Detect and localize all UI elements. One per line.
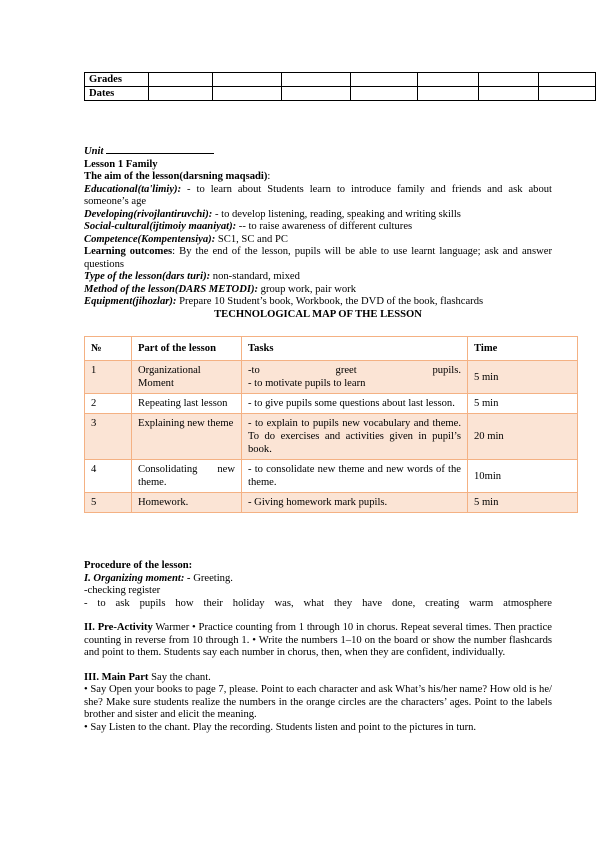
lesson-header — [84, 143, 552, 321]
organizing-label: I. Organizing moment: - — [84, 572, 191, 584]
row-task-line: - to motivate pupils to learn — [248, 378, 366, 389]
method-text: group work, pair work — [258, 283, 357, 295]
unit-blank[interactable] — [106, 143, 214, 154]
grade-cell[interactable] — [212, 73, 281, 87]
table-row — [85, 361, 578, 394]
social-label: Social-cultural(ijtimoiy maaniyat): — [84, 221, 237, 232]
date-cell[interactable] — [350, 87, 417, 101]
method-label: Method of the lesson(DARS METODI): — [84, 283, 259, 295]
table-header-row — [85, 337, 578, 361]
organizing-line — [84, 573, 552, 586]
row-task — [242, 361, 468, 394]
map-title: TECHNOLOGICAL MAP OF THE LESSON — [214, 308, 422, 320]
main-part-paragraph: • Say Open your books to page 7, please. Point to each character and ask What’s his/her name? How old is he/ she? Make sure students realize the numbers in the orange circles are the characters’ ages. Point to the labels brother and sister and elicit the meaning. — [84, 684, 552, 720]
table-row — [85, 394, 578, 414]
row-number: 3 — [85, 414, 132, 460]
outcomes-label: Learning outcomes — [84, 246, 173, 257]
row-time: 5 min — [468, 361, 578, 394]
header-time: Time — [468, 337, 578, 361]
row-number: 1 — [85, 361, 132, 394]
method-line — [84, 284, 552, 297]
aim-colon: : — [267, 171, 271, 182]
developing-line — [84, 209, 552, 222]
grade-cell[interactable] — [479, 73, 539, 87]
main-part-paragraph: • Say Listen to the chant. Play the recording. Students listen and point to the pictures in turn. — [84, 721, 477, 733]
developing-text: - to develop listening, reading, speaking and writing skills — [212, 208, 461, 220]
educational-label: Educational(ta'limiy): — [84, 183, 182, 195]
row-time: 10min — [468, 460, 578, 493]
row-part: Organizational Moment — [132, 361, 242, 394]
social-text: -- to raise awareness of different cultures — [236, 221, 413, 232]
row-number: 5 — [85, 493, 132, 513]
pre-activity-paragraph — [84, 622, 552, 660]
organizing-text: Greeting. — [190, 572, 233, 584]
row-task: - to consolidate new theme and new words of the theme. — [242, 460, 468, 493]
grade-cell[interactable] — [350, 73, 417, 87]
aim-line — [84, 171, 552, 184]
grade-cell[interactable] — [539, 73, 596, 87]
competence-line — [84, 234, 552, 247]
unit-label: Unit — [84, 146, 104, 157]
outcomes-line — [84, 246, 552, 271]
main-part-line — [84, 672, 552, 685]
date-cell[interactable] — [539, 87, 596, 101]
row-time: 5 min — [468, 394, 578, 414]
competence-text: SC1, SC and PC — [215, 233, 288, 245]
row-part: Homework. — [132, 493, 242, 513]
grade-cell[interactable] — [281, 73, 350, 87]
spacer — [84, 610, 552, 622]
grade-cell[interactable] — [148, 73, 212, 87]
row-task-line: -to greet pupils. — [248, 365, 461, 376]
row-number: 4 — [85, 460, 132, 493]
table-row — [85, 414, 578, 460]
header-part: Part of the lesson — [132, 337, 242, 361]
row-part: Repeating last lesson — [132, 394, 242, 414]
pre-activity-text: Warmer • Practice counting from 1 through 10 in chorus. Repeat several times. Then practice counting in reverse from 10 through 1. • Write the numbers 1–10 on the board or show the number flashcards and point to them. Students say each number in chorus, then, when they are confident, individually. — [84, 622, 552, 658]
pre-activity-label: II. Pre-Activity — [84, 622, 153, 633]
row-time: 20 min — [468, 414, 578, 460]
row-time: 5 min — [468, 493, 578, 513]
competence-label: Competence(Kompentensiya): — [84, 233, 216, 245]
educational-line — [84, 184, 552, 209]
organizing-line-2: -checking register — [84, 585, 161, 596]
row-task: - to give pupils some questions about last lesson. — [242, 394, 468, 414]
grades-row — [85, 73, 596, 87]
main-part-label: III. Main Part — [84, 671, 149, 683]
lesson-title: Lesson 1 Family — [84, 158, 158, 170]
type-label: Type of the lesson(dars turi): — [84, 271, 211, 282]
developing-label: Developing(rivojlantiruvchi): — [84, 208, 213, 220]
type-text: non-standard, mixed — [210, 271, 300, 282]
social-line — [84, 221, 552, 234]
table-row — [85, 493, 578, 513]
row-task: - Giving homework mark pupils. — [242, 493, 468, 513]
row-number: 2 — [85, 394, 132, 414]
grades-table — [84, 72, 596, 101]
type-line — [84, 271, 552, 284]
grades-label: Grades — [85, 73, 149, 87]
date-cell[interactable] — [418, 87, 479, 101]
table-row — [85, 460, 578, 493]
dates-label: Dates — [85, 87, 149, 101]
date-cell[interactable] — [148, 87, 212, 101]
technological-map-table — [84, 336, 578, 513]
educational-text: - to learn about Students learn to introduce family and friends and ask about someone’s age — [84, 183, 552, 207]
header-tasks: Tasks — [242, 337, 468, 361]
spacer — [84, 660, 552, 672]
aim-label: The aim of the lesson(darsning maqsadi) — [84, 171, 268, 182]
row-part: Explaining new theme — [132, 414, 242, 460]
outcomes-text: : By the end of the lesson, pupils will be able to use learnt language; ask and answer questions — [84, 246, 552, 270]
date-cell[interactable] — [212, 87, 281, 101]
header-number: № — [85, 337, 132, 361]
unit-line — [84, 143, 552, 159]
date-cell[interactable] — [479, 87, 539, 101]
date-cell[interactable] — [281, 87, 350, 101]
equipment-label: Equipment(jihozlar): — [84, 296, 177, 307]
row-task: - to explain to pupils new vocabulary and theme. To do exercises and activities given in pupil’s book. — [242, 414, 468, 460]
equipment-line — [84, 296, 552, 309]
dates-row — [85, 87, 596, 101]
procedure-title: Procedure of the lesson: — [84, 560, 193, 571]
row-part: Consolidating new theme. — [132, 460, 242, 493]
organizing-line-3: - to ask pupils how their holiday was, what they have done, creating warm atmosphere — [84, 597, 552, 609]
main-part-text: Say the chant. — [148, 671, 211, 683]
equipment-text: Prepare 10 Student’s book, Workbook, the DVD of the book, flashcards — [176, 296, 484, 307]
grade-cell[interactable] — [418, 73, 479, 87]
procedure-section — [84, 560, 552, 734]
